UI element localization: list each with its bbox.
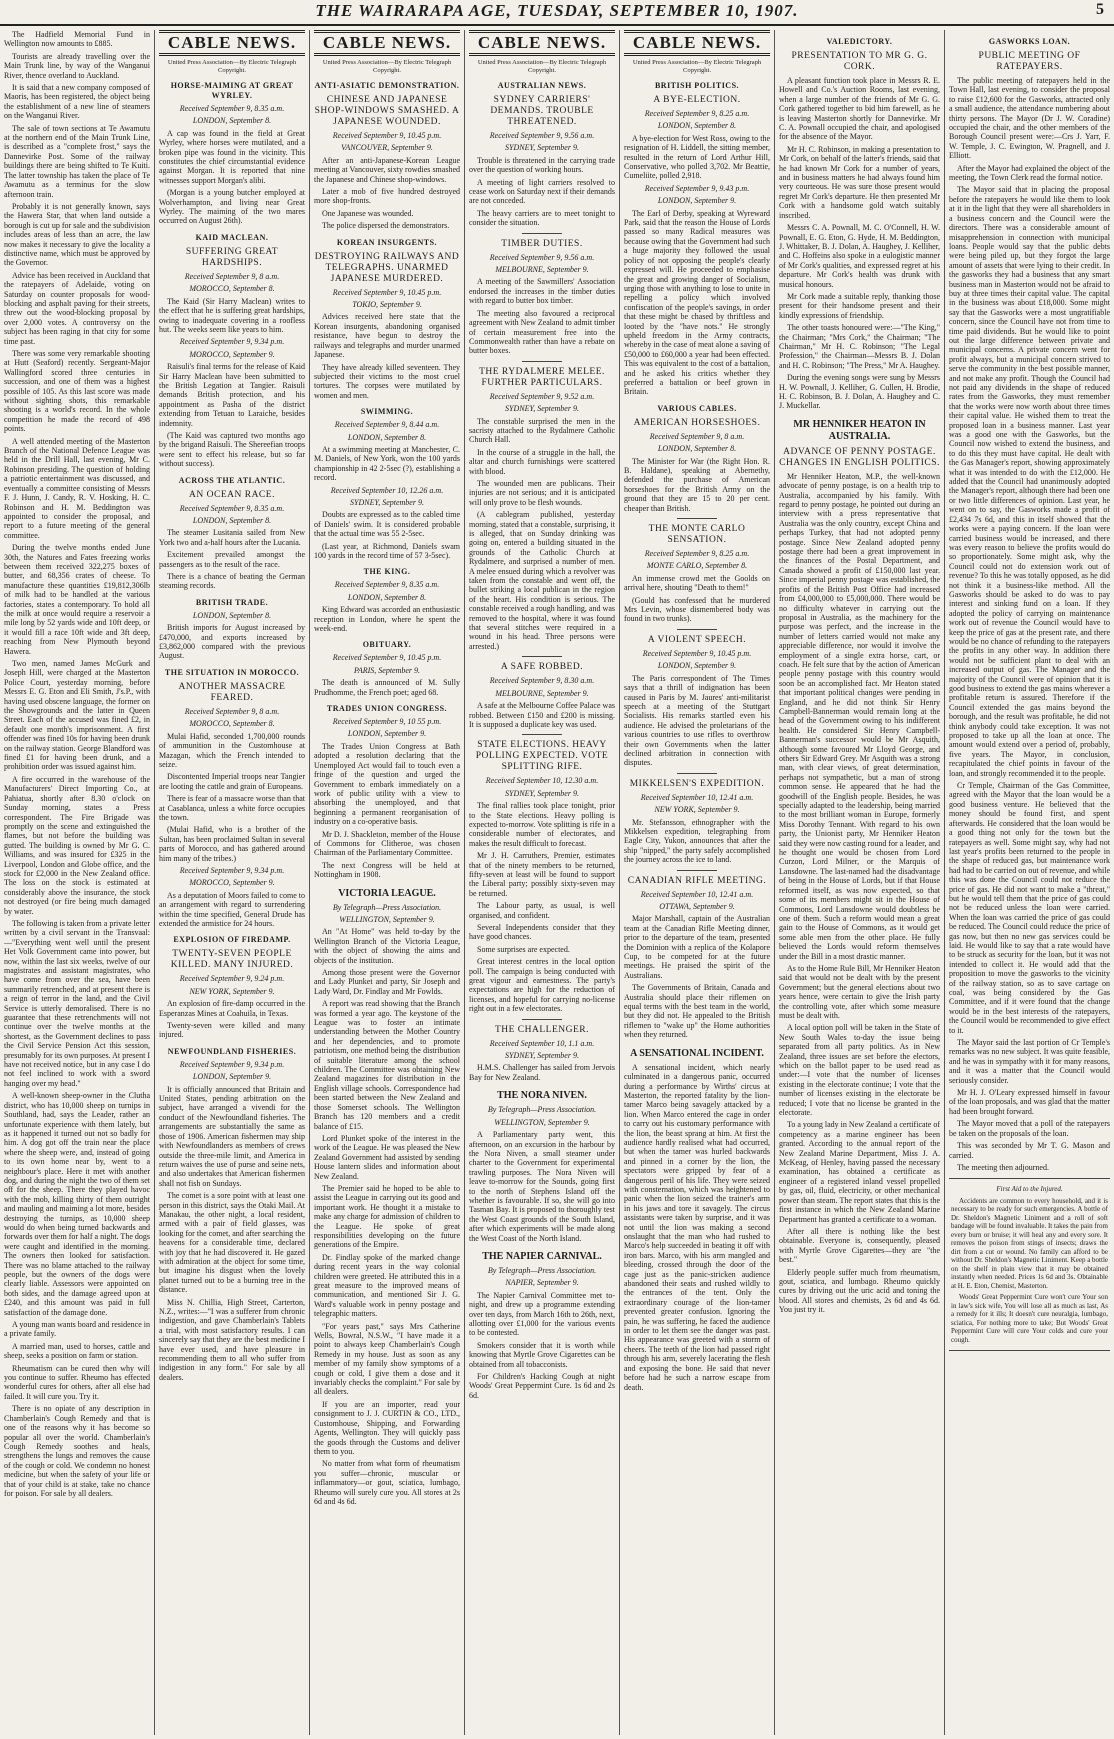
article — [469, 1251, 615, 1400]
article-paragraph: Lord Plunket spoke of the interest in the work of the League. He was pleased the New Zealand Government had assisted by sending House lantern slides and information about New Zealand. — [314, 1133, 460, 1181]
article-headline: VICTORIA LEAGUE. — [338, 887, 436, 899]
dateline: LONDON, September 8. — [192, 610, 272, 620]
article-paragraph: Mr H. J. O'Leary expressed himself in favour of the loan proposals, and was glad that the matter had been brought forward. — [949, 1088, 1110, 1116]
article-paragraph: Trouble is threatened in the carrying trade over the question of working hours. — [469, 155, 615, 175]
article-subheadline: SYDNEY CARRIERS' DEMANDS. TROUBLE THREATENED. — [490, 95, 594, 127]
article-paragraph: Major Marshall, captain of the Australian team at the Canadian Rifle Meeting dinner, prior to the departure of the team, presented the Dominion with a replica of the Kolapore Cup, to be competed for at the future meetings. He praised the spirit of the Australians. — [624, 914, 770, 980]
masthead — [0, 0, 1114, 26]
divider — [522, 656, 562, 657]
article — [314, 81, 460, 231]
article — [949, 37, 1110, 1172]
article-headline: KAID MACLEAN. — [195, 232, 269, 242]
dateline: Received September 9, 8.35 a.m. — [179, 104, 285, 113]
dateline: MOROCCO, September 8. — [189, 719, 275, 729]
article-paragraph: The next Congress will be held at Nottingham in 1908. — [314, 860, 460, 880]
dateline: By Telegraph—Press Association. — [487, 1265, 597, 1275]
article-paragraph: A cap was found in the field at Great Wyrley, where horses were mutilated, and a broken pipe was found in the vicinity. This constitutes the chief circumstantial evidence against Morgan. It is reported that nine witnesses support Morgan's alibi. — [159, 128, 305, 185]
source-credit: United Press Association—By Electric Telegraph Copyright. — [632, 59, 762, 74]
article-subheadline: CANADIAN RIFLE MEETING. — [627, 875, 767, 886]
dateline: LONDON, September 8. — [347, 432, 427, 442]
news-paragraph: A married man, used to horses, cattle and sheep, seeks a position on farm or station. — [4, 1341, 150, 1361]
column-rule — [944, 30, 945, 1735]
article — [469, 81, 615, 228]
article-paragraph: A safe at the Melbourne Coffee Palace was robbed. Between £150 and £200 is missing. It is supposed a duplicate key was used. — [469, 701, 615, 729]
article-paragraph: The final rallies took place tonight, prior to the State elections. Heavy polling is expected to-morrow. Vote splitting is rife in a considerable number of electorates, and makes the result difficult to forecast. — [469, 801, 615, 848]
dateline: LONDON, September 8. — [192, 516, 272, 525]
column-rule — [619, 30, 620, 1735]
article-paragraph: As a deputation of Moors failed to come to an arrangement with regard to surrendering within the time specified, General Drude has extended the armistice for 24 hours. — [159, 890, 305, 928]
article-paragraph: The other toasts honoured were:—"The King," the Chairman; "Mrs Cork," the Chairman; "The Chairman," Mr H. C. Robinson; "The Legal Profession," the Chairman—Messrs B. J. Dolan and H. C. Robinson; "The Press," Mr A. Haughey. — [779, 323, 940, 370]
article-paragraph: No matter from what form of rheumatism you suffer—chronic, muscular or inflammatory—or gout, sciatica, lumbago, Rheumo will surely cure you. All stores at 2s 6d and 4s 6d. — [314, 1459, 460, 1506]
article-paragraph: Discontented Imperial troops near Tangier are looting the cattle and grain of Europeans. — [159, 772, 305, 791]
dateline: SYDNEY, September 9. — [505, 404, 579, 414]
article-paragraph: Advices received here state that the Korean insurgents, abandoning organised resistance, have begun to destroy the railways and telegraphs and murder unarmed Japanese. — [314, 312, 460, 360]
dateline: WELLINGTON, September 9. — [494, 1117, 590, 1127]
article-paragraph: The Mayor moved that a poll of the ratepayers be taken on the proposals of the loan. — [949, 1119, 1110, 1138]
column-4 — [469, 30, 615, 1735]
article-headline: THE NORA NIVEN. — [497, 1090, 587, 1102]
article-paragraph: A meeting of light carriers resolved to cease work on Saturday next if their demands are not conceded. — [469, 177, 615, 206]
divider — [522, 233, 562, 234]
article-paragraph: The Kaid (Sir Harry Maclean) writes to the effect that he is suffering great hardships, owing to inadequate covering in a roofless hut. The weeks seem like years to him. — [159, 296, 305, 334]
article-paragraph: The wounded men are publicans. Their injuries are not serious; and it is anticipated will only prove to be flesh wounds. — [469, 478, 615, 507]
article — [624, 81, 770, 397]
article-subheadline: THE RYDALMERE MELEE. FURTHER PARTICULARS. — [479, 366, 605, 388]
article-paragraph: Twenty-seven were killed and many injured. — [159, 1021, 305, 1040]
article-headline: NEWFOUNDLAND FISHERIES. — [167, 1046, 297, 1056]
article-paragraph: At a swimming meeting at Manchester, C. M. Daniels, of New York, won the 100 yards championship in 42 2-5sec (?), establishing a record. — [314, 444, 460, 483]
article-headline: ANTI-ASIATIC DEMONSTRATION. — [314, 81, 460, 90]
source-credit: United Press Association—By Electric Telegraph Copyright. — [477, 59, 607, 74]
divider — [522, 1019, 562, 1020]
article-paragraph: After an anti-Japanese-Korean League meeting at Vancouver, sixty rowdies smashed the Japanese and Chinese shop-windows. — [314, 155, 460, 184]
article-paragraph: In the course of a struggle in the hall, the altar and church furnishings were scattered with blood. — [469, 447, 615, 476]
article-headline: TRADES UNION CONGRESS. — [326, 704, 448, 714]
article-paragraph: They have already killed seventeen. They subjected their victims to the most cruel tortures. The corpses were mutilated by women and men. — [314, 362, 460, 400]
article — [159, 598, 305, 661]
article-paragraph: One Japanese was wounded. — [322, 208, 414, 218]
dateline: Received September 9, 9.56 a.m. — [489, 252, 595, 262]
article-paragraph: Doubts are expressed as to the cabled time of Daniels' swim. It is considered probable that the actual time was 55 2-5sec. — [314, 510, 460, 539]
ad-text: Woods' Great Peppermint Cure won't cure Your son in law's sick wife, You will lose all as much as last, As a remedy for it ills; It doesn't cure neuralgia, lumbago, sciatica, For nothing more to take; But Woods' Great Peppermint Cure will cure Your colds and cure your cough. — [951, 1293, 1108, 1344]
dateline: SYDNEY, September 9. — [505, 1051, 579, 1061]
news-paragraph: After all there is nothing like the best obtainable. Everyone is, consequently, pleased with Myrtle Grove Cigarettes—they are "the best." — [779, 1226, 940, 1265]
article — [159, 233, 305, 469]
article-paragraph: A Parliamentary party went, this afternoon, on an excursion in the harbour by the Nora Niven, a small steamer under charter to the Government for experimental trawling purposes. The Nora Niven will leave to-morrow for the Sounds, going first to the north of Stephens Island off the whether is favourable. If so, she will go into Tasman Bay. It is proposed to thoroughly test the West Coast grounds of the South Island, after which experiments will be made along the West Coast of the North Island. — [469, 1130, 615, 1243]
article-paragraph: Mr Cork made a suitable reply, thanking those present for their handsome present and their kindly expressions of friendship. — [779, 291, 940, 320]
dateline: Received September 9, 8 a.m. — [649, 431, 745, 441]
article — [469, 656, 615, 729]
article-headline: THE SITUATION IN MOROCCO. — [164, 667, 300, 677]
article-paragraph: King Edward was accorded an enthusiastic reception in London, where he spent the week-end. — [314, 605, 460, 634]
article — [314, 238, 460, 400]
article-paragraph: If you are an importer, read your consignment to J. J. CURTIN & CO., LTD., Customhouse, Shipping, and Forwarding Agents, Wellington. They will quickly pass the goods through the Customs and deliver them to you. — [314, 1399, 460, 1456]
column-2 — [159, 30, 305, 1735]
article-subheadline: TWENTY-SEVEN PEOPLE KILLED. MANY INJURED. — [170, 949, 294, 971]
dateline: Received September 9, 8.25 a.m. — [644, 109, 750, 118]
dateline: NEW YORK, September 9. — [189, 986, 275, 996]
article-headline: EXPLOSION OF FIREDAMP. — [173, 935, 291, 945]
column-1 — [4, 30, 150, 1735]
column-rule — [774, 30, 775, 1735]
article-paragraph: A bye-election for West Ross, owing to the resignation of H. Liddell, the sitting member, resulted in the return of Lord Arthur Hill, Conservative, who polled 3,702. Mr Beattie, Cumeliite, polled 2,918. — [624, 133, 770, 181]
dateline: Received September 9, 8 a.m. — [184, 706, 280, 716]
dateline: Received September 9, 9.56 a.m. — [489, 131, 595, 140]
news-paragraph: The sale of town sections at Te Awamutu at the northern end of the Main Trunk Line, is described as a "complete frost," says the Dannevirke Post. Some of the railway buildings there are being shifted to Te Kuiti. The latter township has taken the place of Te Awamutu as a terminus for the slow afternoon train. — [4, 123, 150, 199]
news-paragraph: As to the Home Rule Bill, Mr Henniker Heaton said that would not be dealt with by the present Government; but the general elections about two years hence, were certain to give the Irish party the controlling vote, after which some measure must be dealt with. — [779, 963, 940, 1020]
article-subheadline: AMERICAN HORSESHOES. — [633, 417, 761, 428]
dateline: Received September 9, 8.44 a.m. — [334, 420, 440, 430]
divider — [677, 870, 717, 871]
article — [624, 518, 770, 624]
news-paragraph: Advice has been received in Auckland that the ratepayers of Adelaide, voting on Saturday on counter proposals for wood-blocking and asphalt paving for their streets, threw out the wood-blocking proposal by over 2,000 votes. A controversy on the subject has been raging in that city for some time past. — [4, 270, 150, 346]
news-paragraph: A well attended meeting of the Masterton Branch of the National Defence League was held in the Drill Hall, last evening, Mr C. Robinson presiding. The question of holding a patriotic entertainment was discussed, and eventually a committee consisting of Messrs F. J. Hunn, J. Candy, R. V. Hosking, H. C. Robinson and H. M. Beddington was appointed to consider the proposal, and report to a future meeting of the general committee. — [4, 436, 150, 540]
section-banner: CABLE NEWS. — [624, 30, 770, 56]
article-paragraph: A pleasant function took place in Messrs R. E. Howell and Co.'s Auction Rooms, last evening, when a large number of the friends of Mr G. G. Cork gathered together to bid him farewell, as he is leaving Masterton shortly for Dannevirke. Mr C. A. Pownall occupied the chair, and apologised for the absence of the Mayor. — [779, 76, 940, 142]
dateline: MOROCCO, September 9. — [189, 349, 275, 359]
dateline: SYDNEY, September 9. — [505, 143, 579, 153]
column-6 — [779, 30, 940, 1735]
column-7 — [949, 30, 1110, 1735]
article-paragraph: (The Kaid was captured two months ago by the brigand Raisuli. The Shereefian troops were sent to effect his release, but so far without success). — [159, 430, 305, 469]
news-paragraph: Probably it is not generally known, says the Hawera Star, that when land outside a borough is cut up for sale and the subdivision includes areas of less than an acre, the law now makes it necessary to give the locality a distinctive name, which must be approved by the Governor. — [4, 201, 150, 268]
dateline: MOROCCO, September 8. — [189, 284, 275, 294]
dateline: LONDON, September 9. — [657, 661, 737, 671]
article-paragraph: Miss N. Chillia, High Street, Carterton, N.Z., writes:—"I was a sufferer from chronic indigestion, and gave Chamberlain's Tablets a trial, with most satisfactory results. I can sincerely say that they are the best medicine I have ever used, and have pleasure in recommending them to all who suffer from indigestion in any form." For sale by all dealers. — [159, 1297, 305, 1382]
column-rule — [309, 30, 310, 1735]
article-paragraph: The constable surprised the men in the sacristy attached to the Rydalmere Catholic Church Hall. — [469, 416, 615, 445]
divider — [677, 629, 717, 630]
article-paragraph: It is officially announced that Britain and United States, pending arbitration on the subject, have arranged a vivendi for the conduct of the Newfoundland fisheries. The arrangements are substantially the same as those of 1906. American fishermen may ship with Newfoundlanders as members of crews outside the three-mile limit, and America in return waives the use of purse and seine nets, and also undertakes that American fishermen shall not fish on Sundays. — [159, 1084, 305, 1188]
article-headline: AUSTRALIAN NEWS. — [497, 81, 587, 90]
article-paragraph: A report was read showing that the Branch was formed a year ago. The keystone of the League was to foster an intimate understanding between the Mother Country and her dependencies, and to promote patriotism, one method being the distribution of suitable literature among the school children. The Committee was obtaining New Zealand magazines for distribution in the English village schools. Correspondence had been started between the New Zealand and those Somerset schools. The Wellington Branch has 120 members and a credit balance of £15. — [314, 999, 460, 1131]
dateline: Received September 9, 9.43 p.m. — [644, 183, 750, 193]
article — [159, 476, 305, 591]
dateline: Received September 9, 8 a.m. — [184, 271, 280, 281]
article-paragraph: An "At Home" was held to-day by the Wellington Branch of the Victoria League, with the object of showing the aims and objects of the institution. — [314, 927, 460, 965]
article — [469, 1090, 615, 1243]
article-paragraph: An immense crowd met the Goolds on arrival here, shouting "Death to them!" — [624, 573, 770, 593]
article-paragraph: Mr D. J. Shackleton, member of the House of Commons for Clitheroe, was chosen Chairman of the Parliamentary Committee. — [314, 829, 460, 858]
dateline: Received September 10, 12.41 a.m. — [640, 792, 754, 802]
article-subheadline: AN OCEAN RACE. — [189, 489, 275, 500]
article-subheadline: MIKKELSEN'S EXPEDITION. — [629, 778, 765, 789]
news-paragraph: The following is taken from a private letter written by a civil servant in the Transvaal:—"Everything went well until the present Het Volk Government came into power, but now, within the last six weeks, twelve of our magistrates and assistant magistrates, who have come from over the sea, have been summarily retrenched, and at present there is a reign of terror in the land, and the Civil Service is utterly demoralised. There is no guarantee that these retrenchments will not continue over the twelve months at the shortest, as the Government declines to pass the Civil Service Pension Act this session, presumably for its own purposes. At present I have not received notice, but in any case I do not feel inclined to work with a sword hanging over my head." — [4, 918, 150, 1088]
news-paragraph: A local option poll will be taken in the State of New South Wales to-day the issue being separated from all party politics. As in New Zealand, three issues are set before the electors, which on the ballot paper to be used read as under:—I vote that the number of licenses existing in the electorate continue; I vote that the number of licenses existing in the electorate be reduced; I vote that no license be granted in the electorate. — [779, 1023, 940, 1118]
article-subheadline: A VIOLENT SPEECH. — [647, 634, 747, 645]
dateline: Received September 9, 10.45 p.m. — [642, 648, 752, 658]
article-paragraph: Mr J. H. Carruthers, Premier, estimates that of the ninety members to be returned, fifty-seven at least will be found to support the Liberal party; possibly sixty-seven may be returned. — [469, 851, 615, 898]
article-paragraph: The Minister for War (the Right Hon. R. B. Haldane), speaking at Abernethy, defended the purchase of American horseshoes for the British Army on the ground that they are 15 to 20 per cent. cheaper than British. — [624, 456, 770, 513]
article — [314, 407, 460, 560]
article-headline: BRITISH TRADE. — [195, 597, 269, 607]
article-headline: THE KING. — [363, 567, 411, 577]
column-rule — [464, 30, 465, 1735]
dateline: MOROCCO, September 9. — [189, 878, 275, 888]
article-subheadline: STATE ELECTIONS. HEAVY POLLING EXPECTED. VOTE SPLITTING RIFE. — [475, 740, 609, 773]
dateline: LONDON, September 9. — [347, 729, 427, 739]
dateline: MONTE CARLO, September 8. — [646, 561, 748, 571]
article-paragraph: Mr H. C. Robinson, in making a presentation to Mr Cork, on behalf of the latter's friends, said that he had known Mr Cork for a number of years, and in business matters he had always found him very courteous. He was sure those present would regret Mr Cork's departure. He then presented Mr Cork with a handsome gold watch suitably inscribed. — [779, 144, 940, 220]
article-subheadline: A SAFE ROBBED. — [500, 662, 584, 673]
article-paragraph: (Gould has confessed that he murdered Mrs Levin, whose dismembered body was found in two trunks). — [624, 595, 770, 624]
article — [779, 419, 940, 961]
dateline: Received September 9, 8.30 a.m. — [489, 676, 595, 686]
dateline: WELLINGTON, September 9. — [339, 914, 435, 924]
article-subheadline: THE CHALLENGER. — [494, 1024, 590, 1035]
article — [624, 404, 770, 513]
article-headline: THE NAPIER CARNIVAL. — [482, 1250, 602, 1262]
dateline: MELBOURNE, September 9. — [495, 265, 589, 275]
news-paragraph: To a young lady in New Zealand a certificate of competency as a marine engineer has been granted. According to the annual report of the New Zealand Marine Department, Miss J. A. McKeag, of Henley, having passed the necessary examination, has obtained a certificate as engineer of a registered inland vessel propelled by gas, oil, fluid, electricity, or other mechanical power than steam. The report states that this is the first instance in which the New Zealand Marine Department has granted a certificate to a woman. — [779, 1120, 940, 1224]
news-paragraph: A fire occurred in the warehouse of the Manufacturers' Direct Importing Co., at Pahiatua, shortly after 8.30 o'clock on Sunday morning, states a Press correspondent. The Fire Brigade was promptly on the scene and extinguished the flames, but not before the building was gutted. The building is owned by Mr G. C. Williams, and was insured for £325 in the Liverpool, London and Globe office, and the stock for £2,000 in the New Zealand office. The loss on the stock is estimated at considerably above the insurance, the stock not destroyed (or fire being much damaged by water. — [4, 774, 150, 916]
article — [159, 81, 305, 226]
column-rule — [154, 30, 155, 1735]
article — [779, 37, 940, 411]
divider — [677, 518, 717, 519]
article-subheadline: SUFFERING GREAT HARDSHIPS. — [185, 246, 279, 268]
article-headline: BRITISH POLITICS. — [654, 81, 740, 90]
article-subheadline: TIMBER DUTIES. — [501, 238, 583, 249]
article-paragraph: Raisuli's final terms for the release of Kaid Sir Harry Maclean have been submitted to the British Legation at Tangier. Raisuli demands British protection, and his appointment as Pasha of the district extending from Tetuan to Laraiche, besides indemnity. — [159, 362, 305, 428]
article-paragraph: The public meeting of ratepayers held in the Town Hall, last evening, to consider the proposal to raise £12,600 for the Gasworks, attracted only a small audience, the attendance numbering about thirty persons. The Mayor (Dr J. W. Coradine) occupied the chair, and the other members of the Borough Council present were:—Crs J. Yarr, F. W. Temple, J. C. Ewington, W. Pragnell, and J. Elliott. — [949, 76, 1110, 161]
section-banner: CABLE NEWS. — [469, 30, 615, 56]
dateline: By Telegraph—Press Association. — [332, 902, 442, 912]
article-paragraph: The police dispersed the demonstrators. — [322, 221, 450, 231]
article-subheadline: A BYE-ELECTION. — [653, 95, 741, 105]
article-paragraph: (Last year, at Richmond, Daniels swam 100 yards in the record time of 57 3-5sec). — [314, 541, 460, 560]
article-paragraph: Cr Temple, Chairman of the Gas Committee, agreed with the Mayor that the loan would be a good business venture. He believed that the money should be found first, and spent afterwards. He considered that the loan would be a good thing not only for the town but the ratepayers as well. Some might say, why had not last year's profits been returned to the people in the shape of reduced gas, but maintenance work had had to be carried on out of revenue, and while this was done the Council could not reduce the price of gas. He did not want to make a "threat," but he would tell them that the price of gas could not be reduced unless the loan were carried. When the loan was carried the price of gas could be reduced. The Council could reduce the price of gas now, but then no new gas services could be laid. He would like to say that a rate would have to be struck as security for the loan, but it was not intended to collect it. He would add that the proposition to move the gasworks to the vicinity of the railway station, so as to save cartage on coal, was being considered by the Gas Committee, and if it were found that the change would be in the best interests of the ratepayers, the Council would be recommended to give effect to it. — [949, 781, 1110, 1035]
article-paragraph: The steamer Lusitania sailed from New York two and a-half hours after the Lucania. — [159, 528, 305, 547]
dateline: Received September 10, 12.30 a.m. — [485, 776, 599, 786]
column-3 — [314, 30, 460, 1735]
dateline: Received September 10, 12.26 a.m. — [330, 485, 444, 495]
article-paragraph: The heavy carriers are to meet tonight to consider the situation. — [469, 208, 615, 228]
article-paragraph: The Premier said he hoped to be able to assist the League in carrying out its good and important work. He thought it a mistake to make any charge for admission of children to the League. He spoke of great responsibilities developing on the future generations of the Empire. — [314, 1183, 460, 1250]
dateline: NEW YORK, September 9. — [654, 805, 740, 815]
divider — [677, 773, 717, 774]
article-paragraph: A meeting of the Sawmillers' Association endorsed the increases in the timber duties with regard to butter box timber. — [469, 277, 615, 306]
column-5 — [624, 30, 770, 1735]
dateline: LONDON, September 8. — [192, 116, 272, 126]
article — [159, 935, 305, 1039]
dateline: LONDON, September 9. — [192, 1072, 272, 1082]
article-paragraph: Later a mob of five hundred destroyed more shop-fronts. — [314, 187, 460, 206]
article-subheadline: THE MONTE CARLO SENSATION. — [648, 524, 746, 546]
article — [469, 734, 615, 1013]
dateline: Received September 9, 8.35 a.m. — [334, 580, 440, 590]
article-paragraph: After the Mayor had explained the object of the meeting, the Town Clerk read the formal notice. — [949, 163, 1110, 183]
article-paragraph: The Trades Union Congress at Bath adopted a resolution declaring that the Unemployed Act would fail to touch even a fringe of the question and urged the Government to embark immediately on a work of public utility with a view to absorbing the unemployed, and that beginning a permanent reorganisation of industry on a co-operative basis. — [314, 741, 460, 827]
article-paragraph: A sensational incident, which nearly culminated in a dangerous panic, occurred during a performance by Wirths' circus at Masterton, the reported fatality by the lion-tamer Marco being savagely attacked by a lion. When Marco entered the cage in order to carry out his customary performance with the lion, the beast sprang at him. At first the audience hardly realised what had occurred, but when the tamer was hurled backwards and pinned in a corner by the lion, the spectators were gripped by fear of a dangerous peril of his life. They were seized with consternation, which was heightened to panic when the lion seized the trainer's arm in his jaws and tore it savagely. The circus assistants were taken by surprise, and it was not until the lion was making a second onslaught that the man who had rushed to Marco's help succeeded in beating it off with iron bars. Marco, with his arm mangled and bleeding, crossed through the door of the cage just as the panic-stricken audience abandoned their seats and rushed wildly to the entrances of the tent. Only the extraordinary courage of the lion-tamer prevented greater confusion. Ignoring the pain, he was suffering, he faced the audience in order to let them see the danger was past. His appearance was greeted with a storm of cheers. The teeth of the lion had passed right through his arm, severely lacerating the flesh and exposing the bone. He said that never before had he such a narrow escape from death. — [624, 1062, 770, 1392]
dateline: Received September 9, 10.45 p.m. — [332, 131, 442, 140]
article-paragraph: The Mayor said that in placing the proposal before the ratepayers he would like them to look at it in the light that they were all shareholders in a business concern and the Council were the directors. There was a considerable amount of misapprehension in connection with municipal loans. People would say that the public debts were being piled up, but they forgot the large amount of assets that were lying to their credit. In the gasworks they had a business that any smart business man in Masterton would not be afraid to buy at three times their capital value. The capital in the business was about £18,000. Some might say that the Gasworks were a most ungratifiable concern, since the Council have not from time to time paid dividends. But he would like to point out the large difference between private and municipal concerns. A private concern went for profit always, but a municipal concern strived to serve the community in the best possible manner, and not make any profit. Though the Council had not paid any dividends in the shape of reduced rates from the Gasworks, they must remember that the works were now worth about three times their capital value. He wished them to treat the proposed loan in a business manner. Last year was a good one with the Gasworks, but the Council now wished to extend the business, and to do this they must have capital. He dealt with the Gas Manager's report, showing approximately what it was intended to do with the £12,000. He added that the Council had unanimously adopted the Manager's report, although there had been one or two little differences of opinion. Last year, he went on to say, the Gasworks made a profit of £2,434 7s 6d, and this in itself showed that the works were a paying concern. If the loan were carried business would be increased, and there was every reason to believe the profits would do so proportionately. Some might ask, why the Council could not do extension work out of revenue? To this he was totally opposed, as he did not think it a business-like method. All the Gasworks should be asked to do was to pay interest and sinking fund on a loan. If they adopted the policy of carrying on maintenance work out of revenue the Council would have to keep the price of gas at the present rate, and there would be no chance of refunding to the ratepayers the profits in any other way. In addition there would not be sufficient plant to deal with an increased output of gas. The Manager and the majority of the Council were of opinion that it is good business to extend the gas mains wherever a profitable return is assured. Therefore if the Council extended the gas mains beyond the borough, and the result was profitable, he did not think anybody could take exception. It was not proposed to take up all the loan at once. The amount would extend over a period of, probably, five years. The Mayor, in conclusion, recapitulated the chief points in favour of the loan, and strongly recommended it to the people. — [949, 185, 1110, 778]
article-subheadline: CHINESE AND JAPANESE SHOP-WINDOWS SMASHED. A JAPANESE WOUNDED. — [314, 95, 460, 127]
article-paragraph: The Mayor said the last portion of Cr Temple's remarks was no new subject. It was quite feasible, and he was in sympathy with it for many reasons, and it was a matter that the Council would seriously consider. — [949, 1038, 1110, 1085]
article — [469, 361, 615, 652]
article-headline: VARIOUS CABLES. — [657, 403, 737, 413]
article-paragraph: (Morgan is a young butcher employed at Wolverhampton, and living near Great Wyrley. The maiming of the two mares occurred on August 26th). — [159, 188, 305, 226]
dateline: Received September 9, 10.45 p.m. — [332, 653, 442, 663]
article-paragraph: For Children's Hacking Cough at night Woods' Great Peppermint Cure. 1s 6d and 2s 6d. — [469, 1372, 615, 1400]
dateline: Received September 9, 9.34 p.m. — [179, 337, 285, 347]
article-paragraph: The death is announced of M. Sully Prudhomme, the French poet; aged 68. — [314, 678, 460, 697]
article-paragraph: There is a chance of beating the German steaming records. — [159, 572, 305, 591]
article-paragraph: (A cablegram published, yesterday morning, stated that a constable, surprising, it is alleged, that on Sunday drinking was going on, entered a building situated in the grounds of the Catholic Church at Rydalmere, and surprised a number of men. A melee ensued during which a revolver was taken from the constable and went off, the bullet striking a local publican in the region of the heart. His condition is serious. The constable received a rough handling, and was removed to the hospital, where it was found that several stitches were required in a wound in his head. Three persons were arrested.) — [469, 510, 615, 651]
article — [469, 1019, 615, 1083]
article-subheadline: ANOTHER MASSACRE FEARED. — [178, 681, 286, 703]
article-paragraph: Mr Henniker Heaton, M.P., the well-known advocate of penny postage, is on a health trip to Australia, accompanied by his family. With regard to penny postage, he pointed out during an interview with a press representative that Australia was the only country, except China and perhaps Turkey, that had not adopted penny postage. Since New Zealand adopted penny postage there had been a great improvement in the finances of the Postal Department, and Canada showed a profit of £150,000 last year. Since imperial penny postage was established, the profits of the British Post Office had increased from £4,000,000 to £5,000,000. There would be no difficulty whatever in carrying out the proposal in Australia, as the machinery for the purpose was perfect, and the increase in the number of letters carried would not make any appreciable difference, nor would it involve the employment of a single extra horse, cart, or coach. He felt sure that by the action of American people penny postage with this country would soon be an accomplished fact. Mr Heaton stated that important political changes were pending in England, and he did not think Sir Henry Campbell-Bannerman would remain long at the head of the Government owing to his indifferent health. He considered Sir Henry Campbell-Bannerman's successor would be Mr Asquith, although some favoured Mr Lloyd George, and others Sir Edward Grey. Mr Asquith was a strong man, with clear views, of great determination, perhaps not sympathetic, but a man of strong common sense. He appeared that he had the goodwill of the English people. Besides, he was specially adapted to the leadership, being married to the most brilliant woman in Europe, formerly Miss Dorothy Tennant. With regard to his own party, the Unionist party, Mr Henniker Heaton said they were now casting round for a leader, and he thought one would be chosen from Lord Curzon, Lord Milner, or the Marquis of Lansdowne. The last-named had the disadvantage of being in the House of Lords, but if that House reformed itself, as was now expected, so that some of its members might sit in the House of Commons, Lord Lansdowne would doubtless be one of them. Such a reform would mean a great gain to the House of Commons, as it would get some able men from the other place. He fully believed the Lords would reform themselves under the Bill in a most drastic manner. — [779, 471, 940, 961]
article-paragraph: Dr. Findlay spoke of the marked change during recent years in the way colonial children were greeted. He attributed this in a great measure to the improved means of communication, and mentioned Sir J. G. Ward's valuable work in penny postage and telegraphic matters. — [314, 1252, 460, 1319]
dateline: Received September 9, 10 55 p.m. — [332, 717, 442, 727]
news-paragraph: There is no opiate of any description in Chamberlain's Cough Remedy and that is one of the reasons why it has become so popular all over the world. Chamberlain's Cough Remedy soothes and heals, strengthens the lungs and removes the cause of the cough or cold. We condemn no honest medicine, but when the safety of your life or that of your child is at stake, take no chance for poison. For sale by all dealers. — [4, 1404, 150, 1498]
section-banner: CABLE NEWS. — [159, 30, 305, 56]
divider — [522, 734, 562, 735]
article-paragraph: Excitement prevailed amongst the passengers as to the result of the race. — [159, 550, 305, 569]
article-paragraph: The Paris correspondent of The Times says that a thrill of indignation has been caused in Paris by M. Jaures' anti-militarist speech at a meeting of the Stuttgart Socialists. His remarks startled even his audience. He advised the proletarians of the various countries to use rifles to overthrow their own Governments when the latter declined arbitration in connection with disputes. — [624, 673, 770, 768]
article-headline: SWIMMING. — [360, 407, 414, 417]
source-credit: United Press Association—By Electric Telegraph Copyright. — [167, 59, 297, 74]
article-paragraph: Mr. Stefansson, ethnographer with the Mikkelsen expedition, telegraphing from Eagle City, Yukon, announces that after the ship "nipped," the party safely accomplished the journey across the ice to land. — [624, 817, 770, 865]
page-number: 5 — [1096, 1, 1104, 18]
article-headline: HORSE-MAIMING AT GREAT WYRLEY. — [170, 81, 294, 100]
article — [624, 773, 770, 865]
article — [159, 1047, 305, 1382]
article-paragraph: (Mulai Hafid, who is a brother of the Sultan, has been proclaimed Sultan in several parts of Morocco, and has gathered around him many of the tribes.) — [159, 825, 305, 863]
article-paragraph: Mulai Hafid, seconded 1,700,000 rounds of ammunition in the Customhouse at Mazagan, which the French intended to seize. — [159, 731, 305, 769]
news-paragraph: During the twelve months ended June 30th, the Natures and Fates freezing works between them received 322,275 boxes of butter, and 68,356 crates of cheese. To manufacture these quantities £19,812,306lb of milk had to be handled at the various factories, states a contemporary. To hold all the milk at once would require a reservoir a mile long by 52 yards wide and 10ft deep, or it would fill a race 10ft wide and 3ft deep, reaching from New Plymouth beyond Hawera. — [4, 543, 150, 656]
dateline: Received September 9, 9.34 p.m. — [179, 1059, 285, 1069]
article-paragraph: "For years past," says Mrs Catherine Wells, Bowral, N.S.W., "I have made it a point to always keep Chamberlain's Cough Remedy in my house. Just as soon as any member of my family show symptoms of a cough or cold, I give them a dose and it invariably checks the complaint." For sale by all dealers. — [314, 1321, 460, 1397]
article-paragraph: Messrs C. A. Pownall, M. C. O'Connell, H. W. Pownall, E. G. Eton, G. Hyde, H. M. Beddington, J. Whittaker, B. J. Dolan, A. Haughey, J. Kelliher, and C. Hoffeins also spoke in a eulogistic manner of Mr Cork's qualities, and expressed regret at his departure. Mr Cork's health was drunk with musical honours. — [779, 223, 940, 289]
dateline: LONDON, September 8. — [657, 121, 737, 131]
article-headline: MR HENNIKER HEATON IN AUSTRALIA. — [793, 418, 926, 442]
article-headline: A SENSATIONAL INCIDENT. — [630, 1047, 764, 1059]
article — [314, 888, 460, 1507]
divider — [522, 361, 562, 362]
article-headline: GASWORKS LOAN. — [988, 37, 1071, 46]
article-paragraph: There is fear of a massacre worse than that at Casablanca, unless a white force occupies the town. — [159, 794, 305, 822]
dateline: PARIS, September 9. — [353, 665, 421, 675]
source-credit: United Press Association—By Electric Telegraph Copyright. — [322, 59, 452, 74]
article-subheadline: ADVANCE OF PENNY POSTAGE. CHANGES IN ENGLISH POLITICS. — [779, 446, 940, 468]
article-paragraph: The Governments of Britain, Canada and Australia should place their riflemen on equal terms with the best team in the world, but they did not. He appealed to the British riflemen to "wake up" the Home authorities when they returned. — [624, 983, 770, 1040]
article-headline: ACROSS THE ATLANTIC. — [178, 475, 286, 485]
article-paragraph: This was seconded by Mr T. G. Mason and carried. — [949, 1141, 1110, 1160]
news-paragraph: A young man wants board and residence in a private family. — [4, 1320, 150, 1339]
article-paragraph: The meeting also favoured a reciprocal agreement with New Zealand to admit timber of certain measurement free into the Commonwealth rather than have a rebate on butter boxes. — [469, 308, 615, 356]
news-paragraph: It is said that a new company composed of Maoris, has been registered, the object being the establishment of a new line of steamers on the Wanganui River. — [4, 83, 150, 121]
advertisement — [949, 1178, 1110, 1351]
article — [314, 704, 460, 880]
dateline: Received September 9, 8.35 a.m. — [179, 503, 285, 513]
dateline: SYDNEY, September 9. — [350, 497, 424, 507]
article-paragraph: Several Independents consider that they have good chances. — [469, 923, 615, 942]
dateline: Received September 10, 1.1 a.m. — [489, 1038, 595, 1048]
dateline: Received September 9, 9.24 p.m. — [179, 974, 285, 984]
dateline: MELBOURNE, September 9. — [495, 688, 589, 698]
article-paragraph: The Earl of Derby, speaking at Wyreward Park, said that the reason the House of Lords passed so many Radical measures was because owing that the Government had such a huge majority they followed the usual policy of not opposing the people's clearly expressed will. He proceeded to emphasise the great and growing danger of Socialism, urging those with anything to lose to unite in repelling a policy which involved confiscation of the people's savings, in order that these might be chased by thriftless and looted by the "have nots." He strongly upheld freedom in the Army contracts, whereby in the case of meat alone a saving of £50,000 to £60,000 a year had been effected. This was equivalent to the cost of a battalion, and he asked his critics whether they preferred a battalion or beef grown in Britain. — [624, 208, 770, 397]
masthead-title: THE WAIRARAPA AGE, TUESDAY, SEPTEMBER 10, 1907. — [315, 1, 799, 20]
dateline: Received September 9, 9.52 a.m. — [489, 391, 595, 401]
dateline: TOKIO, September 9. — [352, 300, 422, 310]
article — [159, 668, 305, 929]
article — [624, 629, 770, 768]
news-paragraph: Rheumatism can be cured then why will you continue to suffer. Rheumo has effected wonderful cures for others, after all else had failed. It will cure you. Try it. — [4, 1363, 150, 1401]
dateline: Received September 10, 12.41 a.m. — [640, 889, 754, 899]
article-paragraph: Smokers consider that it is worth while knowing that Myrtle Grove Cigarettes can be obtained from all tobacconists. — [469, 1340, 615, 1369]
dateline: By Telegraph—Press Association. — [487, 1105, 597, 1115]
article-paragraph: The Labour party, as usual, is well organised, and confident. — [469, 901, 615, 920]
article-headline: KOREAN INSURGENTS. — [336, 237, 438, 247]
dateline: VANCOUVER, September 9. — [341, 143, 433, 153]
dateline: Received September 9, 9.34 p.m. — [179, 865, 285, 875]
news-paragraph: Tourists are already travelling over the Main Trunk line, by way of the Wanganui River, thence overland to Auckland. — [4, 51, 150, 80]
article — [624, 870, 770, 1040]
dateline: OTTAWA, September 9. — [659, 902, 735, 911]
dateline: Received September 9, 10.45 p.m. — [332, 287, 442, 297]
news-paragraph: The Hadfield Memorial Fund in Wellington now amounts to £885. — [4, 30, 150, 49]
article — [469, 233, 615, 356]
news-paragraph: A well-known sheep-owner in the Clutha district, who has 10,000 sheep on turnips in Southland, had, says the Leader, rather an unfortunate experience with them lately, but as it happened it turned out not so badly for him. A dog got off the train near the place where the sheep were, and, instead of going to its own home near by, went to a neighbour's place. Here it met with another dog, and during the night the two of them set off for the sheep. There they played havoc with the mob, killing thirty of them outright and mauling and maiming a lot more, besides destroying the turnips, as 10,000 sheep would do when being turned backwards and forwards over them for half a night. The dogs were caught and identified in the morning. The owners then looked for satisfaction. There was no blame attached to the railway people, but the owners of the dogs were clearly liable. Assessors were appointed on both sides, and the damage agreed upon at £240, and this amount was paid in full satisfaction of the damage done. — [4, 1091, 150, 1317]
dateline: LONDON, September 8. — [347, 592, 427, 602]
article-paragraph: The Napier Carnival Committee met to-night, and drew up a programme extending over ten days, from March 16th to 26th, next, allotting over £1,000 for the various events to be contested. — [469, 1290, 615, 1338]
news-paragraph: There was some very remarkable shooting at Hutt (Seaford) recently. Sergeant-Major Wallingford scored three centuries in succession, and one of them was a highest possible of 105. As this last score was made without sighting shots, this remarkable shooting is a world's record. In the whole competition he made the record of 498 points. — [4, 349, 150, 434]
article-paragraph: The meeting then adjourned. — [957, 1162, 1049, 1172]
dateline: SYDNEY, September 9. — [505, 788, 579, 798]
ad-text: First Aid to the Injured. — [996, 1185, 1063, 1194]
news-paragraph: Two men, named James McGurk and Joseph Hill, were charged at the Masterton Police Court, yesterday morning, before Messrs E. G. Eton and Eli Smith, J's.P., with having used obscene language, the former on the Showgrounds and the latter in Queen Street. Each of the accused was fined £2, in default one month's imprisonment. A first offender was fined 10s for having been drunk on the railway station. George Blandford was fined £1 for having been drunk, and a prohibition order was issued against him. — [4, 659, 150, 772]
article-paragraph: British imports for August increased by £470,000, and exports increased by £3,862,000 compared with the previous August. — [159, 623, 305, 661]
article-paragraph: Great interest centres in the local option poll. The campaign is being conducted with great vigour and earnestness. The party's expectations are high for the reduction of licenses, and hopeful for carrying no-license right out in a few electorates. — [469, 957, 615, 1014]
news-paragraph: Elderly people suffer much from rheumatism, gout, sciatica, and lumbago. Rheumo quickly cures by driving out the uric acid and toning the blood. All stores and chemists, 2s 6d and 4s 6d. You just try it. — [779, 1267, 940, 1315]
article-paragraph: H.M.S. Challenger has sailed from Jervois Bay for New Zealand. — [469, 1063, 615, 1082]
article-subheadline: DESTROYING RAILWAYS AND TELEGRAPHS. UNARMED JAPANESE MURDERED. — [314, 251, 460, 284]
article-headline: VALEDICTORY. — [826, 37, 893, 46]
article-paragraph: Some surprises are expected. — [477, 944, 570, 954]
article-paragraph: During the evening songs were sung by Messrs H. W. Pownall, J. Kelliher, G. Cullen, H. Brodie, H. C. Robinson, B. J. Dolan, A. Haughey and C. J. Muckellar. — [779, 373, 940, 411]
article-paragraph: Among those present were the Governor and Lady Plunket and party, Sir Joseph and Lady Ward, Dr. Findlay and Mr Fowlds. — [314, 968, 460, 996]
dateline: NAPIER, September 9. — [505, 1278, 579, 1288]
dateline: LONDON, September 8. — [657, 444, 737, 454]
article-headline: OBITUARY. — [362, 640, 412, 650]
ad-text: Accidents are common to every household, and it is necessary to be ready for such emergencies. A bottle of Dr. Sheldon's Magnetic Liniment and a roll of soft bandage will be found invaluable. It takes the pain from every burn or bruise; it will heal any and every sore. It removes the poison from stings of insects; draws the dirt from a cut or wound. No family can afford to be without Dr. Sheldon's Magnetic Liniment. Keep a bottle on the shelf in plain view that it may be obtained instantly when needed. Prices 1s 6d and 3s. Obtainable at H. E. Eton, Chemist, Masterton. — [951, 1196, 1108, 1290]
article-subheadline: PUBLIC MEETING OF RATEPAYERS. — [978, 51, 1081, 72]
article — [314, 640, 460, 697]
article — [314, 567, 460, 633]
section-banner: CABLE NEWS. — [314, 30, 460, 56]
dateline: LONDON, September 9. — [657, 196, 737, 206]
article-paragraph: The comet is a sore point with at least one person in this district, says the Otaki Mail. At Manakau, the other night, a local resident, armed with a pair of field glasses, was looking for the comet, and after searching the heavens for a considerable time, declared with joy that he had discovered it. He gazed with admiration at the object for some time, but imagine his disgust when the lovely planet turned out to be a burning tree in the distance. — [159, 1191, 305, 1295]
article — [624, 1048, 770, 1392]
article-paragraph: An explosion of fire-damp occurred in the Esperanzas Mines at Coahuila, in Texas. — [159, 999, 305, 1018]
dateline: Received September 9, 8.25 a.m. — [644, 549, 750, 559]
article-subheadline: PRESENTATION TO MR G. G. CORK. — [791, 51, 928, 72]
